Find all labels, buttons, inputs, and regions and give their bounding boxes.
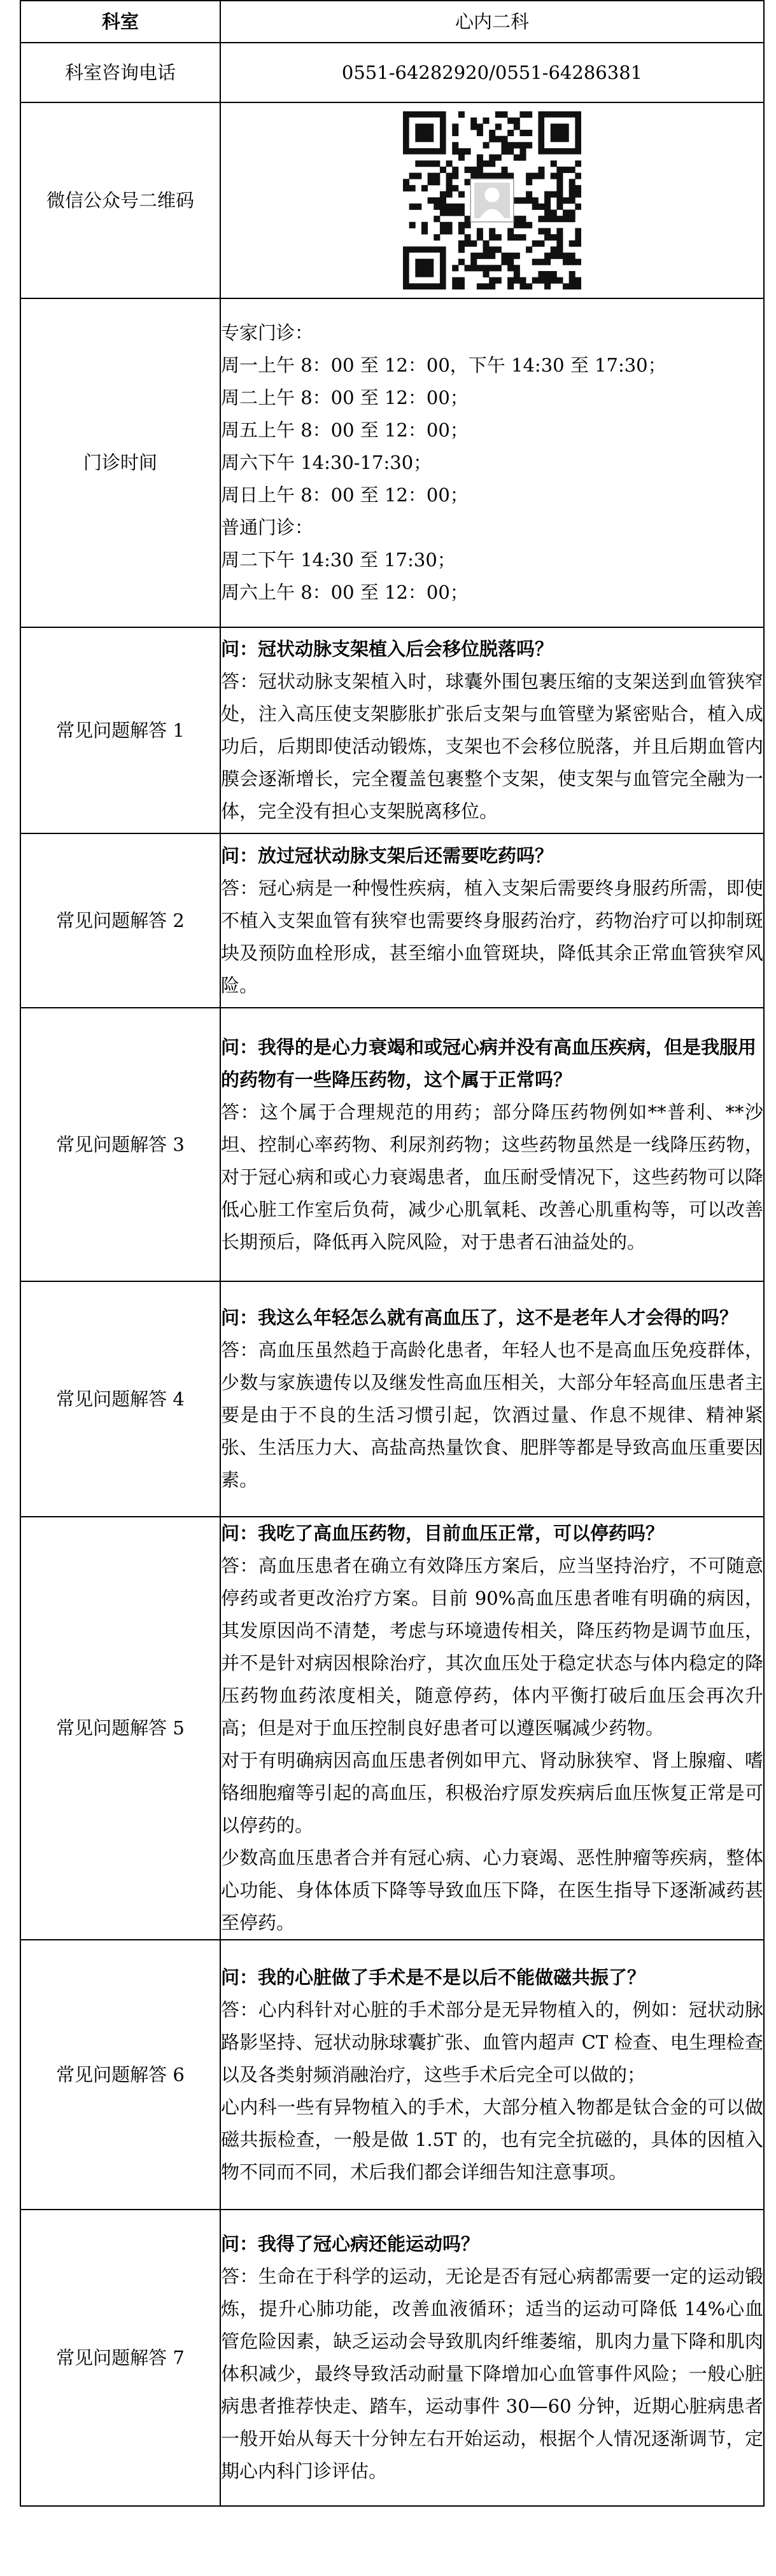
faq-row-6 [20,1940,764,2210]
faq-row-1 [20,627,764,833]
faq-content [220,1517,764,1940]
clinic-line: 专家门诊： [221,322,314,344]
faq-label: 常见问题解答 7 [20,2210,220,2506]
faq-label: 常见问题解答 5 [20,1517,220,1940]
clinic-line: 周二下午 14:30 至 17:30； [221,549,456,571]
faq-label: 常见问题解答 2 [20,833,220,1008]
clinic-line: 周六上午 8：00 至 12：00； [221,581,469,603]
faq-answer: 心内科一些有异物植入的手术，大部分植入物都是钛合金的可以做磁共振检查，一般是做 1.5T 的，也有完全抗磁的，具体的因植入物不同而不同，术后我们都会详细告知注意事项。 [221,2096,763,2183]
qr-code-icon [403,111,581,289]
faq-answer: 答：高血压患者在确立有效降压方案后，应当坚持治疗，不可随意停药或者更改治疗方案。目前 90%高血压患者唯有明确的病因，其发原因尚不清楚，考虑与环境遗传相关，降压药物是调节血压，并不是针对病因根除治疗，其次血压处于稳定状态与体内稳定的降压药物血药浓度相关，随意停药，体内平衡打破后血压会再次升高；但是对于血压控制良好患者可以遵医嘱减少药物。 [221,1555,763,1739]
faq-answer: 答：生命在于科学的运动，无论是否有冠心病都需要一定的运动锻炼，提升心肺功能，改善血液循环；适当的运动可降低 14%心血管危险因素，缺乏运动会导致肌肉纤维萎缩，肌肉力量下降和肌肉体积减少，最终导致活动耐量下降增加心血管事件风险；一般心脏病患者推荐快走、踏车，运动事件 30—60 分钟，近期心脏病患者一般开始从每天十分钟左右开始运动，根据个人情况逐渐调节，定期心内科门诊评估。 [221,2266,763,2482]
faq-question: 问：我吃了高血压药物，目前血压正常，可以停药吗？ [221,1522,665,1544]
phone-label: 科室咨询电话 [20,43,220,102]
clinic-line: 周五上午 8：00 至 12：00； [221,419,469,441]
faq-answer: 对于有明确病因高血压患者例如甲亢、肾动脉狭窄、肾上腺瘤、嗜铬细胞瘤等引起的高血压，积极治疗原发疾病后血压恢复正常是可以停药的。 [221,1750,763,1836]
wechat-qr-cell [220,102,764,298]
faq-row-3 [20,1008,764,1281]
wechat-row [20,102,764,298]
clinic-hours [220,298,764,627]
clinic-label: 门诊时间 [20,298,220,627]
faq-answer: 少数高血压患者合并有冠心病、心力衰竭、恶性肿瘤等疾病，整体心功能、身体体质下降等导致血压下降，在医生指导下逐渐减药甚至停药。 [221,1847,763,1933]
faq-content [220,2210,764,2506]
header-row [20,1,764,43]
phone-row [20,43,764,102]
header-col1: 科室 [20,1,220,43]
info-table [20,0,765,2507]
clinic-line: 周六下午 14:30-17:30； [221,452,432,473]
faq-question: 问：放过冠状动脉支架后还需要吃药吗？ [221,844,554,867]
faq-label: 常见问题解答 1 [20,627,220,833]
clinic-line: 普通门诊： [221,517,314,538]
faq-answer: 答：冠心病是一种慢性疾病，植入支架后需要终身服药所需，即使不植入支架血管有狭窄也需要终身服药治疗，药物治疗可以抑制斑块及预防血栓形成，甚至缩小血管斑块，降低其余正常血管狭窄风险。 [221,877,763,996]
faq-row-4 [20,1281,764,1517]
faq-question: 问：冠状动脉支架植入后会移位脱落吗？ [221,638,554,660]
clinic-row [20,298,764,627]
faq-question: 问：我得的是心力衰竭和或冠心病并没有高血压疾病，但是我服用的药物有一些降压药物，这个属于正常吗？ [221,1036,757,1090]
faq-row-5 [20,1517,764,1940]
phone-value: 0551-64282920/0551-64286381 [220,43,764,102]
faq-answer: 答：这个属于合理规范的用药；部分降压药物例如**普利、**沙坦、控制心率药物、利尿剂药物；这些药物虽然是一线降压药物，对于冠心病和或心力衰竭患者，血压耐受情况下，这些药物可以降低心脏工作室后负荷，减少心肌氧耗、改善心肌重构等，可以改善长期预后，降低再入院风险，对于患者石油益处的。 [221,1101,763,1253]
faq-label: 常见问题解答 3 [20,1008,220,1281]
faq-question: 问：我的心脏做了手术是不是以后不能做磁共振了？ [221,1966,646,1988]
faq-row-2 [20,833,764,1008]
faq-content [220,627,764,833]
faq-label: 常见问题解答 4 [20,1281,220,1517]
faq-content [220,833,764,1008]
clinic-line: 周日上午 8：00 至 12：00； [221,484,469,506]
qr-code-svg [403,111,581,289]
faq-label: 常见问题解答 6 [20,1940,220,2210]
faq-row-7 [20,2210,764,2506]
document [20,0,765,2507]
faq-answer: 答：高血压虽然趋于高龄化患者，年轻人也不是高血压免疫群体，少数与家族遗传以及继发性高血压相关，大部分年轻高血压患者主要是由于不良的生活习惯引起，饮酒过量、作息不规律、精神紧张、生活压力大、高盐高热量饮食、肥胖等都是导致高血压重要因素。 [221,1339,763,1491]
clinic-line: 周二上午 8：00 至 12：00； [221,387,469,408]
faq-content [220,1940,764,2210]
faq-answer: 答：心内科针对心脏的手术部分是无异物植入的，例如：冠状动脉路影坚持、冠状动脉球囊扩张、血管内超声 CT 检查、电生理检查以及各类射频消融治疗，这些手术后完全可以做的； [221,1998,763,2085]
clinic-line: 周一上午 8：00 至 12：00，下午 14:30 至 17:30； [221,354,667,376]
faq-question: 问：我得了冠心病还能运动吗？ [221,2233,480,2255]
wechat-label: 微信公众号二维码 [20,102,220,298]
faq-answer: 答：冠状动脉支架植入时，球囊外围包裹压缩的支架送到血管狭窄处，注入高压使支架膨胀扩张后支架与血管壁为紧密贴合，植入成功后，后期即使活动锻炼，支架也不会移位脱落，并且后期血管内膜会逐渐增长，完全覆盖包裹整个支架，使支架与血管完全融为一体，完全没有担心支架脱离移位。 [221,671,763,822]
faq-question: 问：我这么年轻怎么就有高血压了，这不是老年人才会得的吗？ [221,1307,738,1328]
faq-content [220,1008,764,1281]
faq-content [220,1281,764,1517]
header-col2: 心内二科 [220,1,764,43]
